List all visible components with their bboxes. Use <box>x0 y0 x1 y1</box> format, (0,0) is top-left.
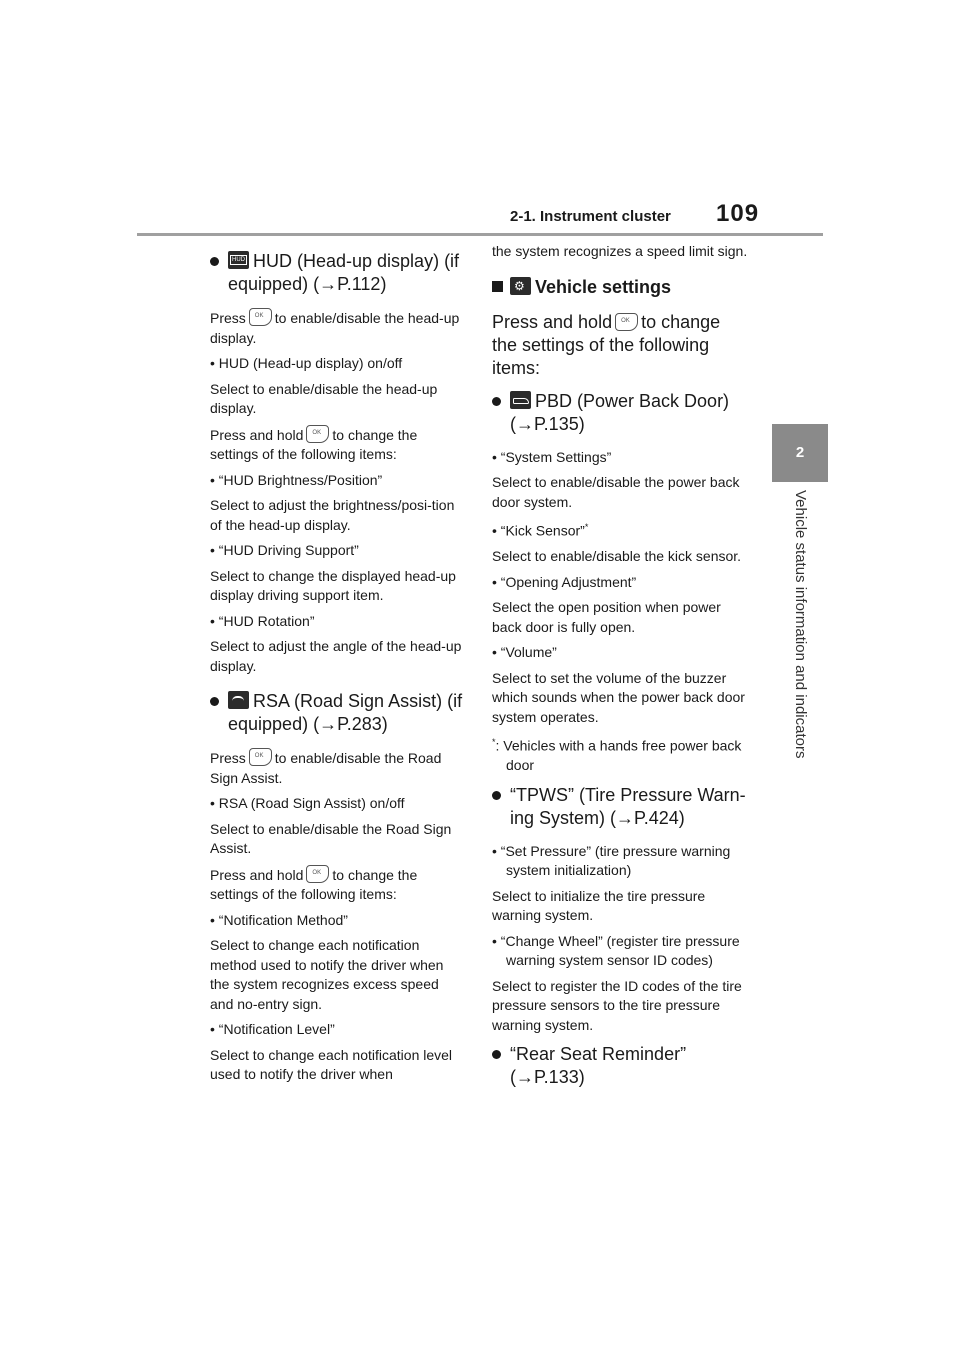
rsa-heading: RSA (Road Sign Assist) (if equipped) (→P.283) <box>210 690 466 736</box>
vehicle-settings-icon <box>510 277 531 295</box>
pbd-heading: PBD (Power Back Door) (→P.135) <box>492 390 748 436</box>
pbd-item-opening-desc: Select the open position when power back door is fully open. <box>492 599 721 635</box>
ok-switch-icon <box>306 425 329 443</box>
vehicle-settings-heading: ⚙Vehicle settings <box>492 276 748 299</box>
pbd-item-kick-desc: Select to enable/disable the kick sensor. <box>492 548 742 565</box>
pbd-item-opening: • “Opening Adjustment” <box>492 573 637 590</box>
rsa-item-method: • “Notification Method” <box>210 911 348 928</box>
tpws-heading: “TPWS” (Tire Pressure Warn-ing System) (→P.424) <box>492 784 748 830</box>
hud-heading: HUDHUD (Head-up display) (if equipped) (→P.112) <box>210 250 466 296</box>
tpws-item-set: • “Set Pressure” (tire pressure warning system initialization) <box>492 842 731 879</box>
rsa-item-level-desc: Select to change each notification level used to notify the driver when <box>210 1046 453 1082</box>
rsa-item-method-desc: Select to change each notification method used to notify the driver when the system recognizes excess speed and no-entry sign. <box>210 937 444 1012</box>
pbd-item-system-desc: Select to enable/disable the power back door system. <box>492 474 740 510</box>
tpws-item-change-desc: Select to register the ID codes of the tire pressure sensors to the tire pressure warning system. <box>492 977 742 1033</box>
chapter-tab: 2 <box>772 424 828 482</box>
ok-switch-icon <box>249 748 272 766</box>
hud-press: PressOK to enable/disable the head-up display. <box>210 308 466 348</box>
pbd-footnote: *: Vehicles with a hands free power back door <box>492 737 742 774</box>
pbd-item-volume-desc: Select to set the volume of the buzzer which sounds when the power back door system operates. <box>492 669 745 725</box>
rsa-item-onoff-desc: Select to enable/disable the Road Sign Assist. <box>210 820 452 856</box>
left-column <box>210 242 466 1091</box>
tpws-item-set-desc: Select to initialize the tire pressure warning system. <box>492 887 706 924</box>
hud-item-onoff-desc: Select to enable/disable the head-up display. <box>210 380 438 416</box>
hud-item-rotation-desc: Select to adjust the angle of the head-up display. <box>210 638 462 674</box>
rsa-item-onoff: • RSA (Road Sign Assist) on/off <box>210 795 405 811</box>
vehicle-settings-intro: Press and holdOK to change the settings of the following items: <box>492 311 748 380</box>
chapter-title-wrap <box>772 490 828 800</box>
power-back-door-icon <box>510 391 531 409</box>
hud-item-driving-support-desc: Select to change the displayed head-up display driving support item. <box>210 567 456 603</box>
rsa-press: PressOK to enable/disable the Road Sign Assist. <box>210 748 466 788</box>
rsa-press-hold: Press and holdOK to change the settings of the following items: <box>210 865 466 905</box>
chapter-title: Vehicle status information and indicators <box>792 490 809 759</box>
rsr-heading: “Rear Seat Reminder” (→P.133) <box>492 1043 748 1089</box>
hud-item-rotation: • “HUD Rotation” <box>210 612 315 629</box>
tpws-item-change: • “Change Wheel” (register tire pressure warning system sensor ID codes) <box>492 932 740 969</box>
section-title: 2-1. Instrument cluster <box>510 208 671 225</box>
hud-item-driving-support: • “HUD Driving Support” <box>210 542 359 558</box>
right-column <box>492 242 748 1101</box>
ok-switch-icon <box>306 865 329 883</box>
pbd-item-system: • “System Settings” <box>492 448 612 465</box>
road-sign-assist-icon <box>228 691 249 709</box>
page-number: 109 <box>716 200 760 227</box>
rsa-item-level: • “Notification Level” <box>210 1021 335 1037</box>
pbd-item-volume: • “Volume” <box>492 644 557 661</box>
pbd-item-kick: • “Kick Sensor”* <box>492 522 589 539</box>
header-rule <box>137 233 823 236</box>
rsa-continuation: the system recognizes a speed limit sign. <box>492 243 748 259</box>
hud-icon <box>228 251 249 269</box>
ok-switch-icon <box>615 313 638 331</box>
ok-switch-icon <box>249 308 272 326</box>
hud-item-brightness-desc: Select to adjust the brightness/posi-tion of the head-up display. <box>210 497 455 533</box>
hud-press-hold: Press and holdOK to change the settings of the following items: <box>210 425 466 465</box>
hud-item-onoff: • HUD (Head-up display) on/off <box>210 355 403 371</box>
hud-item-brightness: • “HUD Brightness/Position” <box>210 471 383 488</box>
